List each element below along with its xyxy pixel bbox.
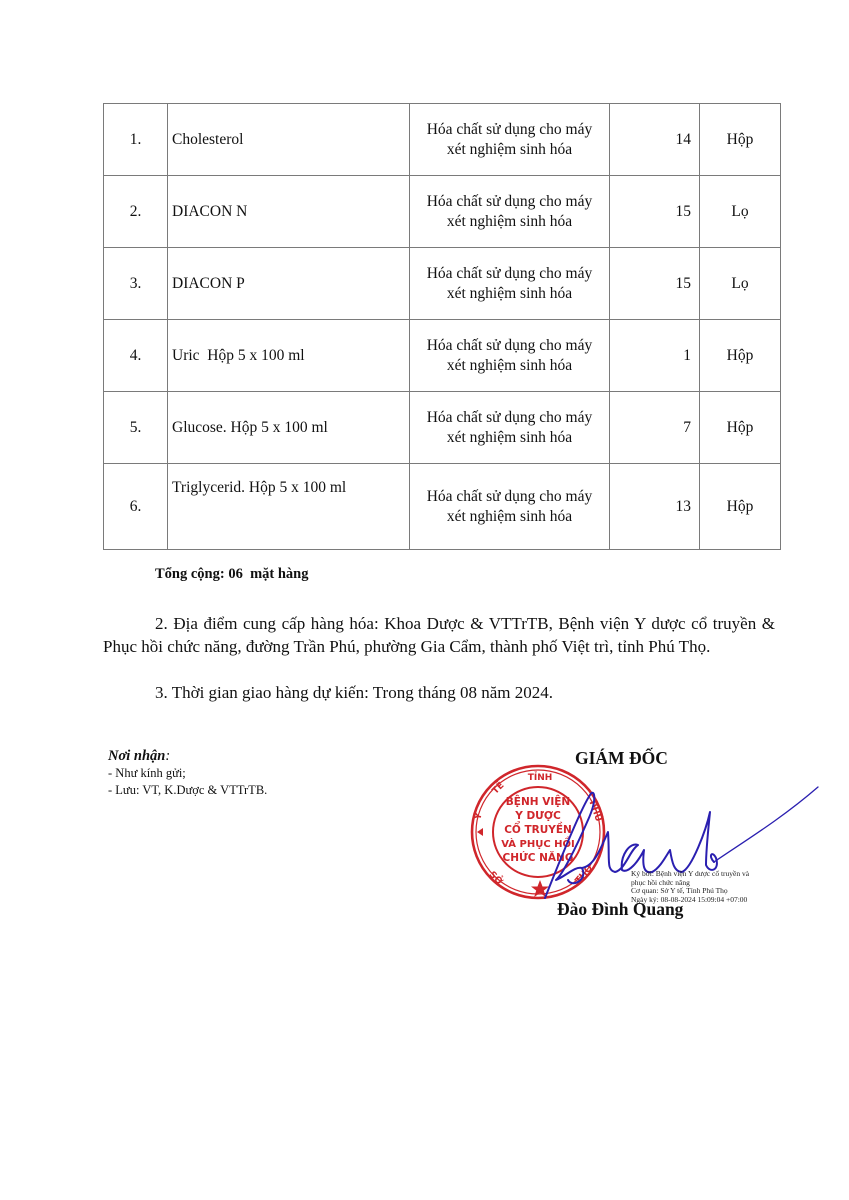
row-number: 2. bbox=[104, 176, 168, 248]
signer-name: Đào Đình Quang bbox=[557, 899, 684, 919]
delivery-location-text: 2. Địa điểm cung cấp hàng hóa: Khoa Dược & VTTrTB, Bệnh viện Y dược cổ truyền & Phục hồi chức năng, đường Trần Phú, phường Gia Cẩm, thành phố Việt trì, tỉnh Phú Thọ. bbox=[103, 614, 775, 656]
recipients-block bbox=[108, 748, 267, 799]
item-description bbox=[410, 104, 610, 176]
desc-line: xét nghiệm sinh hóa bbox=[446, 140, 573, 158]
delivery-location-paragraph bbox=[103, 612, 775, 658]
stamp-ring-bottom-left: SỞ bbox=[486, 869, 505, 888]
desc-line: Hóa chất sử dụng cho máy bbox=[426, 120, 593, 138]
item-unit: Hộp bbox=[700, 392, 781, 464]
desc-line: xét nghiệm sinh hóa bbox=[446, 507, 573, 525]
stamp-center-line: CỔ TRUYỀN bbox=[504, 824, 572, 836]
desc-line: Hóa chất sử dụng cho máy bbox=[426, 336, 593, 354]
item-description bbox=[410, 392, 610, 464]
stamp-ring-top: TỈNH bbox=[527, 773, 553, 783]
desc-line: Hóa chất sử dụng cho máy bbox=[426, 408, 593, 426]
item-name: Triglycerid. Hộp 5 x 100 ml bbox=[168, 464, 410, 550]
table-row bbox=[104, 320, 781, 392]
item-unit: Hộp bbox=[700, 104, 781, 176]
table-row bbox=[104, 248, 781, 320]
table-row bbox=[104, 104, 781, 176]
item-description bbox=[410, 248, 610, 320]
recipient-item: - Như kính gửi; bbox=[108, 766, 186, 780]
item-quantity: 1 bbox=[610, 320, 700, 392]
item-name: Glucose. Hộp 5 x 100 ml bbox=[168, 392, 410, 464]
stamp-center-line: VÀ PHỤC HỒI bbox=[501, 839, 575, 850]
digital-sig-signer-cont: phục hồi chức năng bbox=[631, 877, 690, 887]
stamp-ring-right: PHÚ bbox=[586, 799, 604, 824]
row-number: 5. bbox=[104, 392, 168, 464]
desc-line: xét nghiệm sinh hóa bbox=[446, 356, 573, 374]
digital-sig-agency: Cơ quan: Sở Y tế, Tỉnh Phú Thọ bbox=[631, 886, 728, 896]
item-quantity: 7 bbox=[610, 392, 700, 464]
item-name: DIACON P bbox=[168, 248, 410, 320]
item-unit: Hộp bbox=[700, 320, 781, 392]
stamp-ring-left-2: TẾ bbox=[490, 780, 507, 797]
desc-line: xét nghiệm sinh hóa bbox=[446, 428, 573, 446]
total-items: Tổng cộng: 06 mặt hàng bbox=[155, 566, 309, 582]
table-row bbox=[104, 464, 781, 550]
item-description bbox=[410, 320, 610, 392]
item-name: Uric Hộp 5 x 100 ml bbox=[168, 320, 410, 392]
item-quantity: 13 bbox=[610, 464, 700, 550]
row-number: 3. bbox=[104, 248, 168, 320]
table-row bbox=[104, 176, 781, 248]
desc-line: xét nghiệm sinh hóa bbox=[446, 284, 573, 302]
stamp-ring-left-1: Y bbox=[473, 812, 485, 821]
item-quantity: 14 bbox=[610, 104, 700, 176]
desc-line: xét nghiệm sinh hóa bbox=[446, 212, 573, 230]
desc-line: Hóa chất sử dụng cho máy bbox=[426, 487, 593, 505]
item-unit: Lọ bbox=[700, 248, 781, 320]
delivery-time-text: 3. Thời gian giao hàng dự kiến: Trong tháng 08 năm 2024. bbox=[155, 683, 554, 702]
stamp-center-line: Y DƯỢC bbox=[515, 810, 561, 822]
item-name: DIACON N bbox=[168, 176, 410, 248]
item-unit: Lọ bbox=[700, 176, 781, 248]
row-number: 4. bbox=[104, 320, 168, 392]
digital-sig-date: Ngày ký: 08-08-2024 15:09:04 +07:00 bbox=[631, 894, 748, 904]
stamp-center-line: CHỨC NĂNG bbox=[502, 852, 574, 864]
item-description bbox=[410, 176, 610, 248]
stamp-ring-bottom-right: THỌ bbox=[573, 863, 596, 887]
delivery-time-paragraph bbox=[103, 681, 775, 704]
row-number: 6. bbox=[104, 464, 168, 550]
table-row bbox=[104, 392, 781, 464]
digital-sig-signer: Ký bởi: Bệnh viện Y dược cổ truyền và bbox=[631, 869, 750, 878]
desc-line: Hóa chất sử dụng cho máy bbox=[426, 264, 593, 282]
recipients-title: Nơi nhận: bbox=[108, 748, 171, 764]
item-description bbox=[410, 464, 610, 550]
item-name: Cholesterol bbox=[168, 104, 410, 176]
item-quantity: 15 bbox=[610, 176, 700, 248]
row-number: 1. bbox=[104, 104, 168, 176]
desc-line: Hóa chất sử dụng cho máy bbox=[426, 192, 593, 210]
items-table bbox=[103, 103, 781, 550]
recipient-item: - Lưu: VT, K.Dược & VTTrTB. bbox=[108, 783, 268, 797]
signer-position: GIÁM ĐỐC bbox=[575, 748, 668, 768]
stamp-center-line: BỆNH VIỆN bbox=[505, 796, 571, 808]
item-unit: Hộp bbox=[700, 464, 781, 550]
item-quantity: 15 bbox=[610, 248, 700, 320]
